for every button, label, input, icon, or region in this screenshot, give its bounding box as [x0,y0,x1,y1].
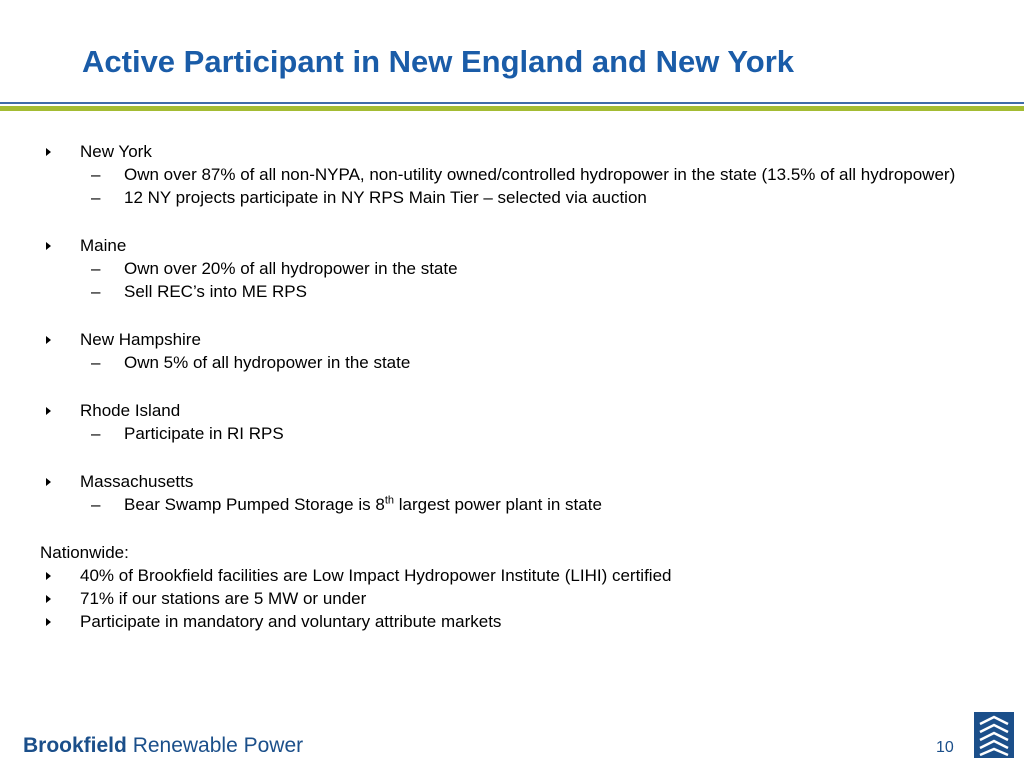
list-item-text: 40% of Brookfield facilities are Low Impact Hydropower Institute (LIHI) certified [80,566,672,585]
dash-bullet: – [91,424,101,443]
list-item-text: Own 5% of all hydropower in the state [124,353,411,372]
triangle-bullet-icon [46,572,51,580]
list-item [40,351,1000,374]
triangle-bullet-icon [46,242,51,250]
list-item-text: 71% if our stations are 5 MW or under [80,589,367,608]
dash-bullet: – [91,188,101,207]
list-item-text: 12 NY projects participate in NY RPS Main Tier – selected via auction [124,188,647,207]
title-divider-green [0,106,1024,111]
dash-bullet: – [91,353,101,372]
section-new-york [40,140,1000,163]
list-item [40,564,1000,587]
section-label: Massachusetts [80,472,194,491]
list-item-text-pre: Bear Swamp Pumped Storage is 8 [124,495,385,514]
section-new-hampshire [40,328,1000,351]
ordinal-suffix: th [384,494,394,507]
list-item [40,186,1000,209]
triangle-bullet-icon [46,618,51,626]
list-item-text-post: largest power plant in state [394,495,602,514]
footer-brand [23,734,303,758]
list-item [40,280,1000,303]
brand-name-rest: Renewable Power [132,734,304,757]
list-item-text: Own over 87% of all non-NYPA, non-utility owned/controlled hydropower in the state (13.5% of all hydropower) [124,165,956,184]
nationwide-heading: Nationwide: [40,543,129,562]
list-item-text: Sell REC’s into ME RPS [124,282,307,301]
list-item [40,257,1000,280]
triangle-bullet-icon [46,336,51,344]
section-label: Rhode Island [80,401,181,420]
triangle-bullet-icon [46,478,51,486]
dash-bullet: – [91,259,101,278]
section-label: Maine [80,236,127,255]
section-label: New York [80,142,152,161]
list-item-text: Participate in mandatory and voluntary attribute markets [80,612,502,631]
section-massachusetts [40,470,1000,493]
section-maine [40,234,1000,257]
section-rhode-island [40,399,1000,422]
list-item [40,422,1000,445]
brand-name-bold: Brookfield [23,734,127,757]
dash-bullet: – [91,165,101,184]
list-item-text: Participate in RI RPS [124,424,284,443]
slide-content [40,140,1000,633]
list-item [40,493,1000,516]
section-label: New Hampshire [80,330,201,349]
page-number: 10 [936,739,954,756]
dash-bullet: – [91,282,101,301]
triangle-bullet-icon [46,595,51,603]
triangle-bullet-icon [46,148,51,156]
list-item [40,610,1000,633]
list-item-text: Own over 20% of all hydropower in the state [124,259,458,278]
brookfield-logo-icon [974,712,1014,758]
title-divider-blue [0,102,1024,104]
slide-title: Active Participant in New England and New York [82,44,795,79]
triangle-bullet-icon [46,407,51,415]
list-item [40,587,1000,610]
list-item [40,163,1000,186]
dash-bullet: – [91,495,101,514]
